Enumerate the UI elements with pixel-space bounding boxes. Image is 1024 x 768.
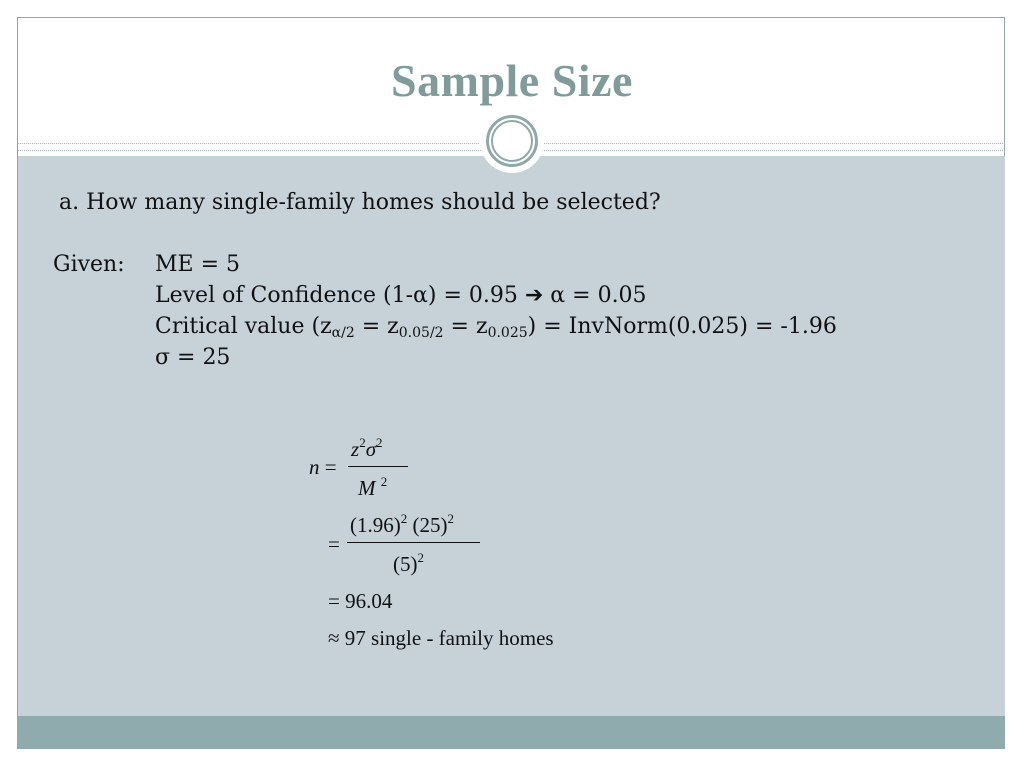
given-sigma: σ = 25 bbox=[155, 345, 231, 370]
given-confidence: Level of Confidence (1-α) = 0.95 ➔ α = 0.05 bbox=[155, 283, 647, 308]
formula-lhs: n = bbox=[309, 455, 337, 479]
fraction-bar bbox=[348, 466, 408, 467]
fraction-bar bbox=[347, 542, 480, 543]
formula-step2-numerator: $(1.96)^2$ $(25)^2$ bbox=[350, 511, 454, 537]
formula-numerator: $z^2\sigma^2$ bbox=[351, 435, 383, 461]
footer-bar bbox=[18, 716, 1005, 749]
formula-denominator: M $^2$ bbox=[358, 474, 388, 500]
question-text: a. How many single-family homes should be selected? bbox=[59, 190, 661, 215]
formula-step3: = 96.04 bbox=[328, 589, 393, 613]
given-me: ME = 5 bbox=[155, 252, 241, 277]
formula-step2-eq: = bbox=[328, 532, 340, 556]
divider-inner-ring bbox=[491, 120, 533, 162]
slide-title: Sample Size bbox=[391, 55, 633, 106]
given-critical-value: Critical value $(z_{\alpha/2} = z_{0.05/2} = z_{0.025})$ = InvNorm(0.025) = -1.96 bbox=[155, 314, 837, 341]
formula-step2-denominator: $(5)^2$ bbox=[393, 550, 424, 576]
given-label: Given: bbox=[53, 252, 125, 277]
formula-step4: ≈ 97 single - family homes bbox=[328, 626, 554, 650]
